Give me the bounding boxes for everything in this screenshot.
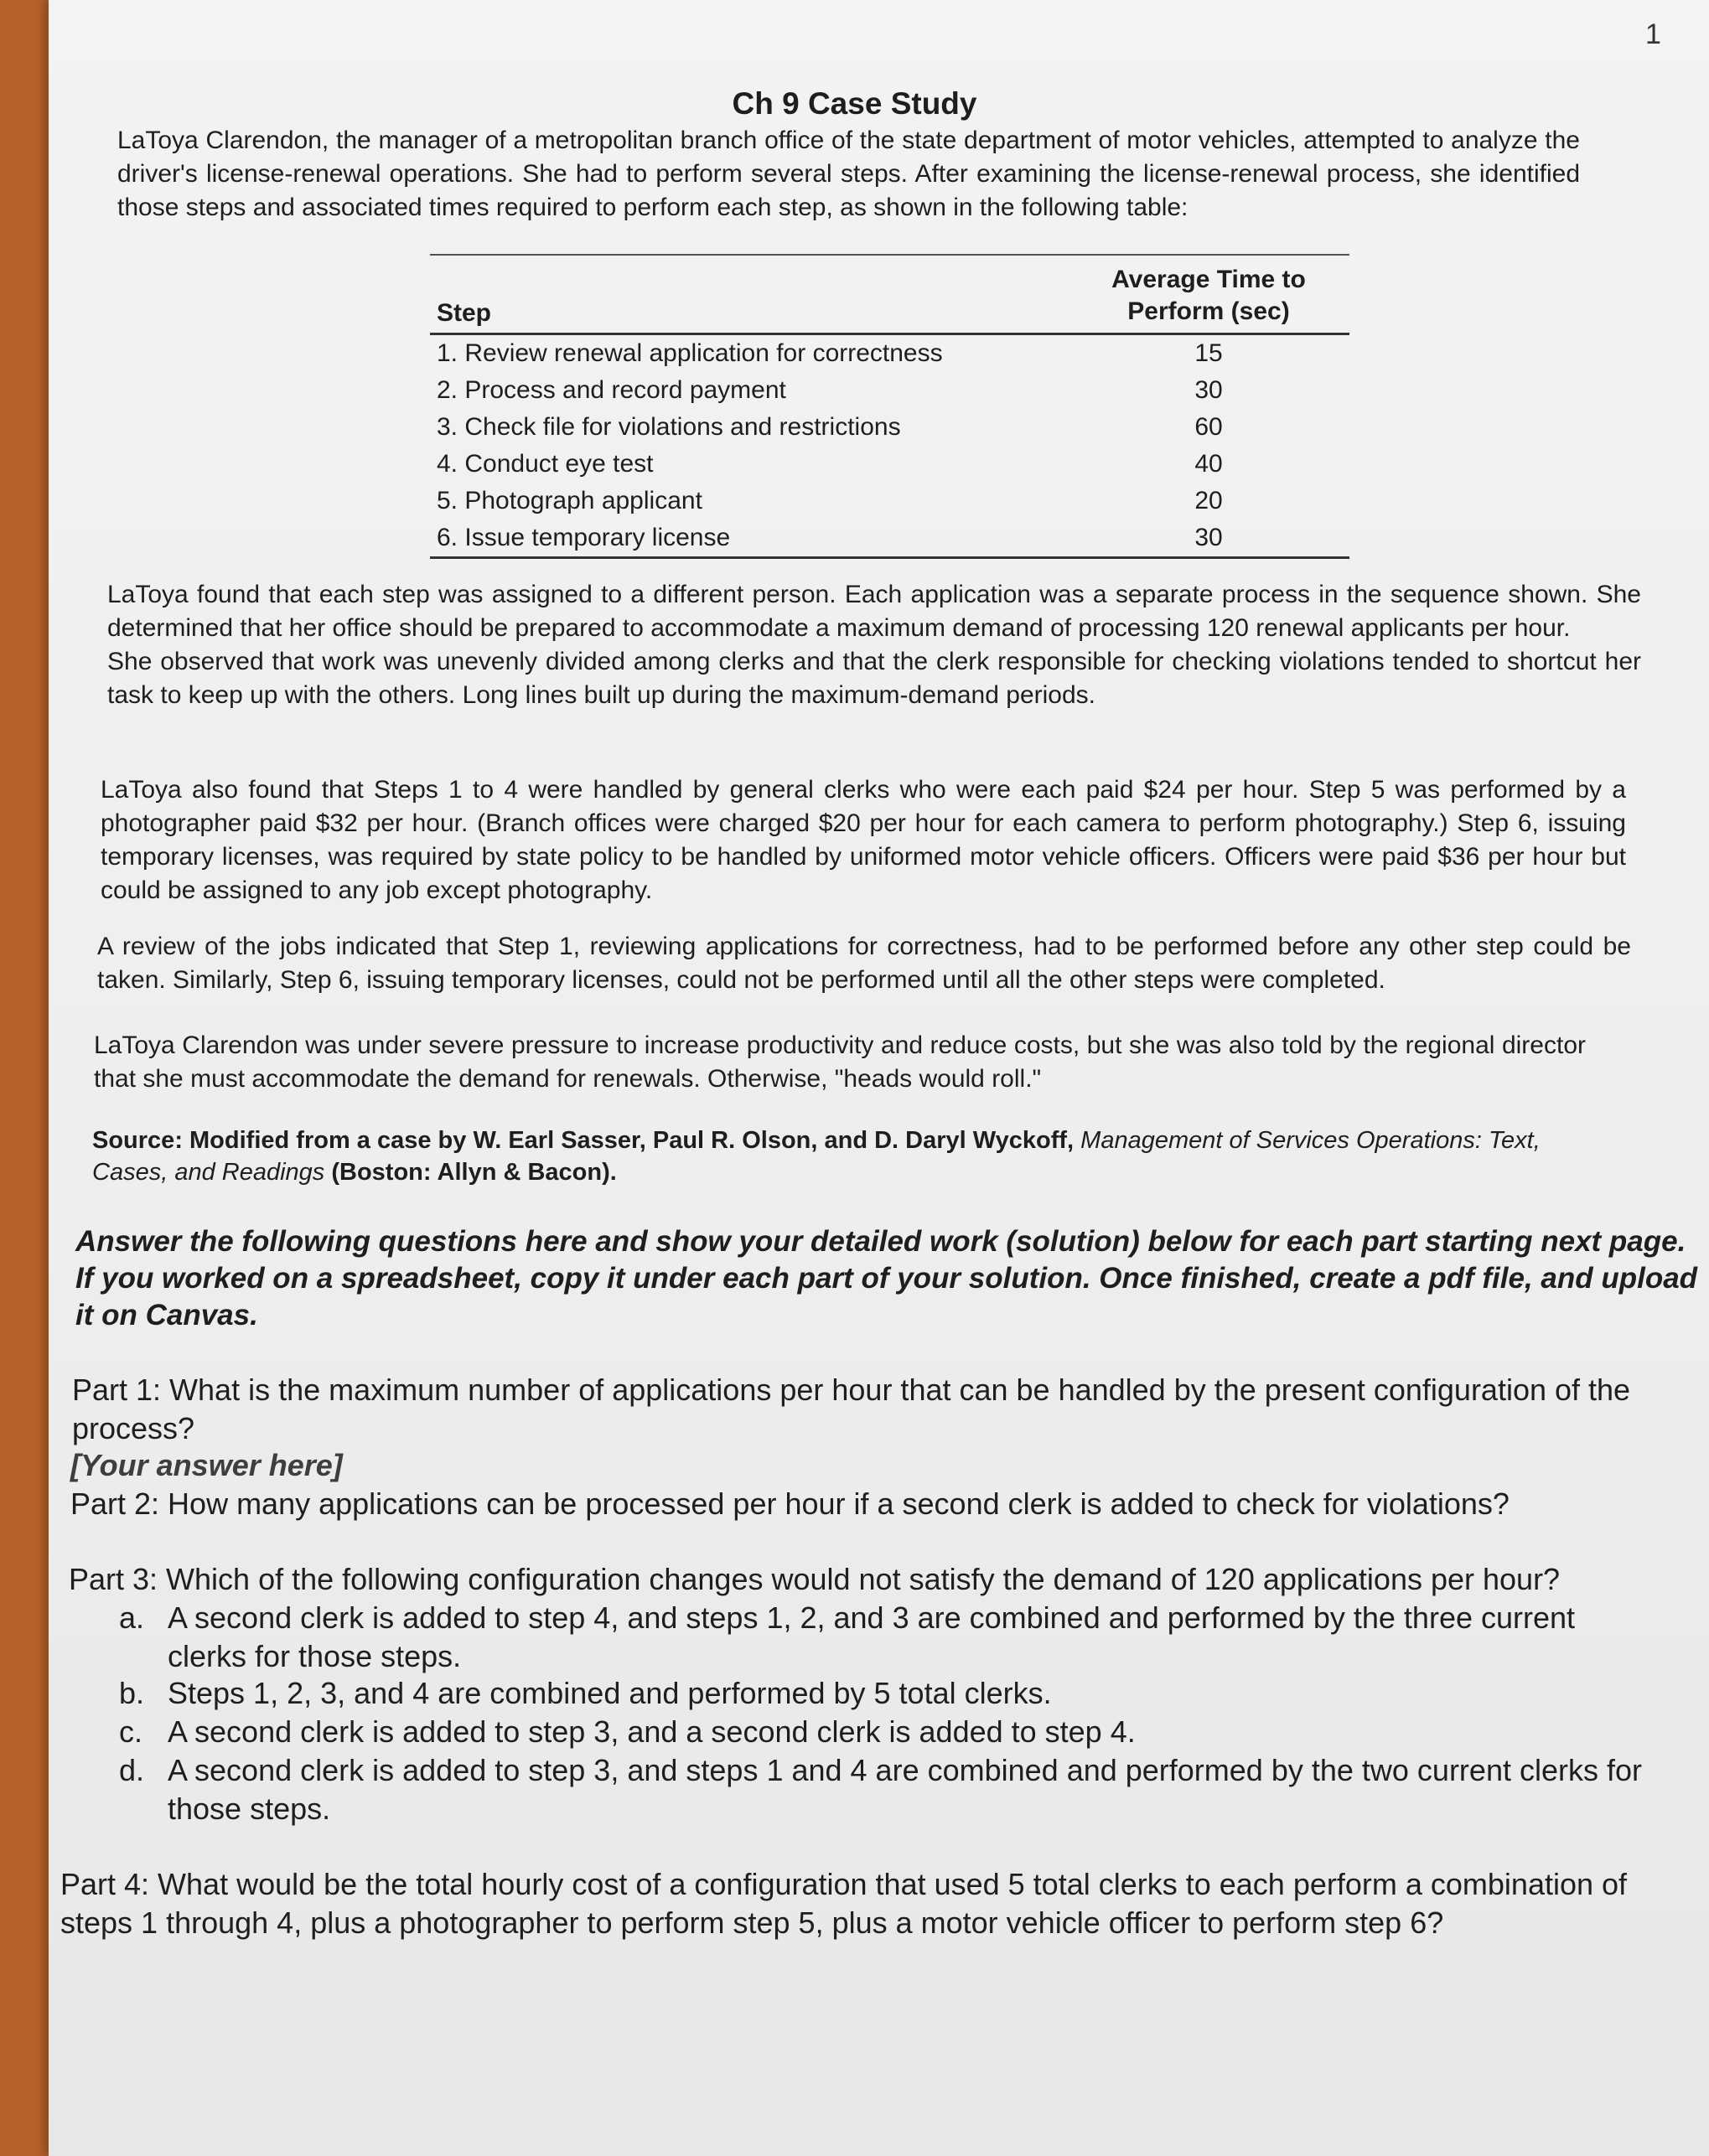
page-number: 1 [1645, 18, 1661, 50]
steps-table [430, 254, 1349, 559]
table-row [430, 334, 1349, 373]
part4-question [60, 1865, 1709, 1942]
step-cell: 5. Photograph applicant [437, 487, 702, 514]
time-column-header [1068, 255, 1349, 334]
option-text: Steps 1, 2, 3, and 4 are combined and performed by 5 total clerks. [168, 1676, 1052, 1710]
part2-question: Part 2: How many applications can be processed per hour if a second clerk is added to check for violations? [70, 1486, 1510, 1521]
table-row [430, 372, 1349, 409]
table-header-row [430, 255, 1349, 334]
pressure-paragraph: LaToya Clarendon was under severe pressure to increase productivity and reduce costs, but she was also told by the regional director that she must accommodate the demand for renewals. Otherwise, "heads would roll." [94, 1031, 1586, 1093]
part3-option-d [119, 1751, 1695, 1828]
observation-text: She observed that work was unevenly divided among clerks and that the clerk responsible for checking violations tended to shortcut her task to keep up with the others. Long lines built up during the maximum-demand periods. [107, 648, 1641, 709]
part4-line2: steps 1 through 4, plus a photographer to perform step 5, plus a motor vehicle officer to perform step 6? [60, 1905, 1444, 1940]
table-row [430, 446, 1349, 483]
table-row [430, 409, 1349, 446]
step-cell: 3. Check file for violations and restrictions [437, 413, 901, 441]
findings-paragraph [107, 578, 1641, 712]
table-row [430, 520, 1349, 558]
wages-paragraph: LaToya also found that Steps 1 to 4 were handled by general clerks who were each paid $24 per hour. Step 5 was performed by a photographer paid $32 per hour. (Branch offices were charged $20 per hour for each camera to perform photography.) Step 6, issuing temporary licenses, was required by state policy to be handled by uniformed motor vehicle officers. Officers were paid $36 per hour but could be assigned to any job except photography. [101, 776, 1626, 904]
option-text: A second clerk is added to step 4, and steps 1, 2, and 3 are combined and performed by the three current clerks for those steps. [168, 1600, 1576, 1673]
option-letter: a. [119, 1600, 145, 1635]
time-cell: 60 [1194, 413, 1223, 441]
source-prefix: Source: Modified from a case by W. Earl Sasser, Paul R. Olson, and D. Daryl Wyckoff, [92, 1127, 1075, 1154]
part3-option-c [119, 1713, 1653, 1751]
source-citation [92, 1125, 1601, 1188]
option-letter: c. [119, 1714, 143, 1749]
findings-text: LaToya found that each step was assigned to a different person. Each application was a separate process in the sequence shown. She determined that her office should be prepared to accommodate a maximum demand of processing 120 renewal applicants per hour. [107, 581, 1641, 642]
answer-placeholder[interactable]: [Your answer here] [70, 1448, 343, 1482]
part1-question: Part 1: What is the maximum number of applications per hour that can be handled by the present configuration of the process? [72, 1373, 1631, 1445]
source-suffix: (Boston: Allyn & Bacon). [331, 1159, 617, 1186]
step-cell: 1. Review renewal application for correctness [437, 339, 943, 367]
time-cell: 30 [1068, 520, 1349, 558]
step-cell: 6. Issue temporary license [430, 520, 1068, 558]
intro-paragraph: LaToya Clarendon, the manager of a metropolitan branch office of the state department of motor vehicles, attempted to analyze the driver's license-renewal operations. She had to perform several steps. After examining the license-renewal process, she identified those steps and associated times required to perform each step, as shown in the following table: [117, 127, 1580, 221]
option-letter: d. [119, 1753, 145, 1787]
part3-option-a [119, 1599, 1653, 1676]
source-book-title: Management of Services Operations: Text, Cases, and Readings [92, 1127, 1541, 1186]
option-text: A second clerk is added to step 3, and a second clerk is added to step 4. [168, 1714, 1136, 1749]
time-cell: 20 [1194, 487, 1223, 514]
step-cell: 4. Conduct eye test [437, 450, 654, 478]
option-letter: b. [119, 1676, 145, 1710]
page-title: Ch 9 Case Study [732, 86, 977, 121]
time-cell: 15 [1194, 339, 1223, 367]
part4-line1: Part 4: What would be the total hourly cost of a configuration that used 5 total clerks to each perform a combination of [60, 1867, 1628, 1901]
table-row [430, 483, 1349, 520]
time-header-line2: Perform (sec) [1127, 297, 1290, 325]
time-header-line1: Average Time to [1111, 266, 1306, 293]
part3-option-b [119, 1674, 1653, 1713]
step-column-header: Step [430, 255, 1068, 334]
step-cell: 2. Process and record payment [437, 376, 786, 404]
instructions: Answer the following questions here and show your detailed work (solution) below for each part starting next page. If you worked on a spreadsheet, copy it under each part of your solution. Once finished, create a pdf file, and upload it on Canvas. [75, 1225, 1698, 1331]
part3-question: Part 3: Which of the following configuration changes would not satisfy the demand of 120 applications per hour? [69, 1562, 1561, 1596]
option-text: A second clerk is added to step 3, and steps 1 and 4 are combined and performed by the two current clerks for those steps. [168, 1753, 1642, 1826]
precedence-paragraph: A review of the jobs indicated that Step 1, reviewing applications for correctness, had to be performed before any other step could be taken. Similarly, Step 6, issuing temporary licenses, could not be performed until all the other steps were completed. [97, 933, 1631, 994]
time-cell: 40 [1194, 450, 1223, 478]
time-cell: 30 [1194, 376, 1223, 404]
